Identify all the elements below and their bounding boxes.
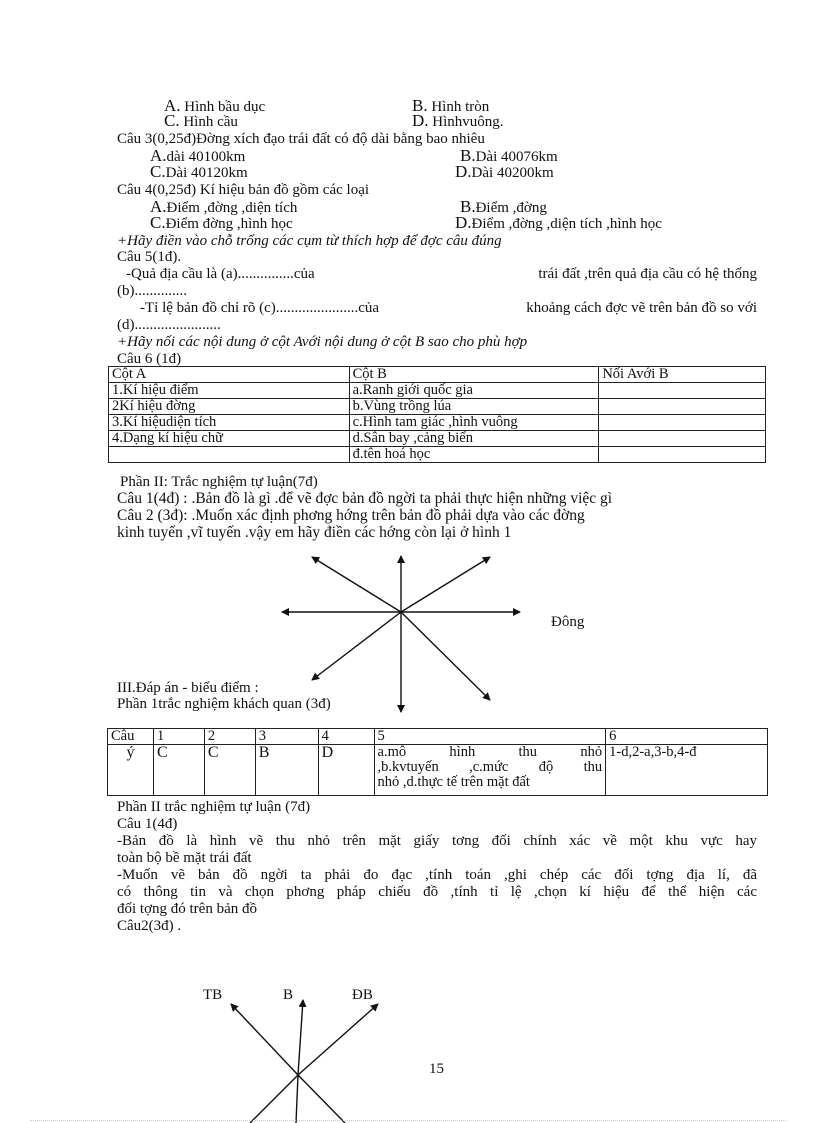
option-letter: C. — [150, 162, 166, 181]
option-letter: D. — [412, 111, 429, 130]
header-cell: Câu — [108, 729, 154, 745]
header-cell: 2 — [204, 729, 255, 745]
compass2-label-nw: TB — [203, 987, 223, 1003]
table-cell: đ.tên hoá học — [349, 447, 599, 463]
option-letter: C. — [164, 111, 180, 130]
table-cell-q5-answer — [374, 745, 606, 796]
compass2-arrow-northwest — [231, 1004, 298, 1075]
answers-q1-title: Câu 1(4đ) — [117, 816, 178, 832]
compass-arrow-northeast — [401, 557, 490, 612]
answers-q1-p2-line3: đối tợng đó trên bản đồ — [117, 901, 257, 917]
instruction-match: +Hãy nối các nội dung ở cột Avới nội dung ở cột B sao cho phù hợp — [117, 334, 528, 350]
q5-line4: (d)....................... — [117, 317, 221, 333]
table-cell: 3.Kí hiệudiện tích — [109, 415, 350, 431]
part2-q2-line2: kinh tuyến ,vĩ tuyến .vậy em hãy điền các hớng còn lại ở hình 1 — [117, 524, 512, 541]
compass2-label-n: B — [283, 987, 294, 1003]
q5-line3a: -Tỉ lệ bản đồ chỉ rõ (c)......................của — [140, 300, 380, 316]
header-cell: 3 — [255, 729, 318, 745]
answers-q1-p2-line2: có thông tin và chọn phơng pháp chiếu đồ ,tính tỉ lệ ,chọn kí hiệu để thể hiện các — [117, 884, 757, 900]
instruction-fill-blank: +Hãy điền vào chỗ trống các cụm từ thích hợp để đợc câu đúng — [117, 233, 502, 249]
option-letter: B. — [460, 197, 476, 216]
option-letter: A. — [150, 146, 167, 165]
option-letter: C. — [150, 213, 166, 232]
compass2-arrow-north — [298, 1000, 303, 1075]
part2-q2-line1: Câu 2 (3đ): .Muốn xác định phơng hớng trên bản đồ phải dựa vào các đờng — [117, 507, 585, 524]
answer-line: nhỏ ,d.thực tế trên mặt đất — [377, 774, 530, 790]
compass2-arrow-southeast — [298, 1075, 345, 1123]
part2-title: Phần II: Trắc nghiệm tự luận(7đ) — [120, 474, 318, 490]
header-cell: 4 — [318, 729, 374, 745]
table-cell: 1.Kí hiệu điểm — [109, 383, 350, 399]
table-cell: ý — [108, 745, 154, 796]
compass2-arrow-southwest — [250, 1075, 298, 1123]
header-cell: Cột A — [109, 367, 350, 383]
answers-q1-p2-line1: -Muốn vẽ bản đồ ngời ta phải đo đạc ,tính toán ,ghi chép các đối tợng địa lí, đã — [117, 867, 757, 883]
option-letter: B. — [412, 96, 428, 115]
option-text: Hình bầu dục — [184, 99, 266, 115]
compass-label-east: Đông — [551, 614, 585, 630]
compass-arrow-northwest — [312, 557, 401, 612]
q3-question: Câu 3(0,25đ)Đờng xích đạo trái đất có độ dài bằng bao nhiêu — [117, 131, 485, 147]
table-row — [108, 745, 768, 796]
compass2-label-ne: ĐB — [352, 987, 373, 1003]
option-text: Điểm ,đờng ,diện tích — [166, 200, 298, 216]
answers-q2-title: Câu2(3đ) . — [117, 918, 182, 934]
table-cell: b.Vùng trồng lúa — [349, 399, 599, 415]
q5-line2: (b).............. — [117, 283, 187, 299]
table-cell: C — [204, 745, 255, 796]
table-cell: C — [153, 745, 204, 796]
header-cell: 6 — [606, 729, 768, 745]
option-text: Dài 40120km — [165, 165, 248, 181]
part2-q1: Câu 1(4đ) : .Bản đồ là gì .để vẽ đợc bản đồ ngời ta phải thực hiện những việc gì — [117, 490, 613, 507]
answers-table — [107, 728, 768, 796]
header-cell: 1 — [153, 729, 204, 745]
answer-line: a.mô hình thu nhỏ — [377, 744, 603, 760]
answers-q1-p1-line1: -Bản đồ là hình vẽ thu nhỏ trên mặt giấy tơng đối chính xác về một khu vực hay — [117, 833, 757, 849]
answers-part2-title: Phần II trắc nghiệm tự luận (7đ) — [117, 799, 311, 815]
header-cell: 5 — [374, 729, 606, 745]
page-divider — [30, 1120, 786, 1121]
answer-line: ,b.kvtuyến ,c.mức độ thu — [377, 759, 603, 775]
compass2-arrow-northeast — [298, 1004, 378, 1075]
table-header-row — [108, 729, 768, 745]
header-cell: Nối Avới B — [599, 367, 766, 383]
option-text: Điểm ,đờng — [475, 200, 547, 216]
option-text: Dài 40076km — [475, 149, 558, 165]
option-text: Điểm ,đờng ,diện tích ,hình học — [471, 216, 662, 232]
answers-title: III.Đáp án - biểu điểm : — [117, 680, 259, 696]
option-text: Điểm đờng ,hình học — [165, 216, 293, 232]
table-cell: c.Hình tam giác ,hình vuông — [349, 415, 599, 431]
option-text: Dài 40200km — [471, 165, 554, 181]
table-cell: 4.Dạng kí hiệu chữ — [109, 431, 350, 447]
header-cell: Cột B — [349, 367, 599, 383]
option-letter: B. — [460, 146, 476, 165]
table-cell: D — [318, 745, 374, 796]
compass-arrow-southeast — [401, 612, 490, 700]
option-letter: D. — [455, 162, 472, 181]
table-cell: 1-d,2-a,3-b,4-đ — [606, 745, 768, 796]
compass-arrow-southwest — [312, 612, 401, 680]
q5-line3b: khoảng cách đợc vẽ trên bản đồ so với — [526, 300, 757, 316]
q6-title: Câu 6 (1đ) — [117, 351, 182, 367]
q5-title: Câu 5(1đ). — [117, 249, 182, 265]
q4-question: Câu 4(0,25đ) Kí hiệu bản đồ gồm các loại — [117, 182, 370, 198]
option-text: Hình cầu — [183, 114, 238, 130]
q5-line1a: -Quả địa cầu là (a)...............của — [126, 266, 315, 282]
compass2-arrow-south — [296, 1075, 298, 1123]
option-letter: A. — [164, 96, 181, 115]
option-text: Hình tròn — [431, 99, 490, 115]
q5-line1b: trái đất ,trên quả địa cầu có hệ thống — [538, 266, 757, 282]
option-letter: A. — [150, 197, 167, 216]
table-cell: a.Ranh giới quốc gia — [349, 383, 599, 399]
table-cell: B — [255, 745, 318, 796]
page-number: 15 — [429, 1061, 444, 1077]
option-text: dài 40100km — [166, 149, 246, 165]
option-letter: D. — [455, 213, 472, 232]
table-cell: 2Kí hiệu đờng — [109, 399, 350, 415]
table-cell: d.Sân bay ,cảng biển — [349, 431, 599, 447]
answers-q1-p1-line2: toàn bộ bề mặt trái đất — [117, 850, 252, 866]
answers-part1-title: Phần 1trắc nghiệm khách quan (3đ) — [117, 696, 331, 712]
option-text: Hìnhvuông. — [432, 114, 504, 130]
